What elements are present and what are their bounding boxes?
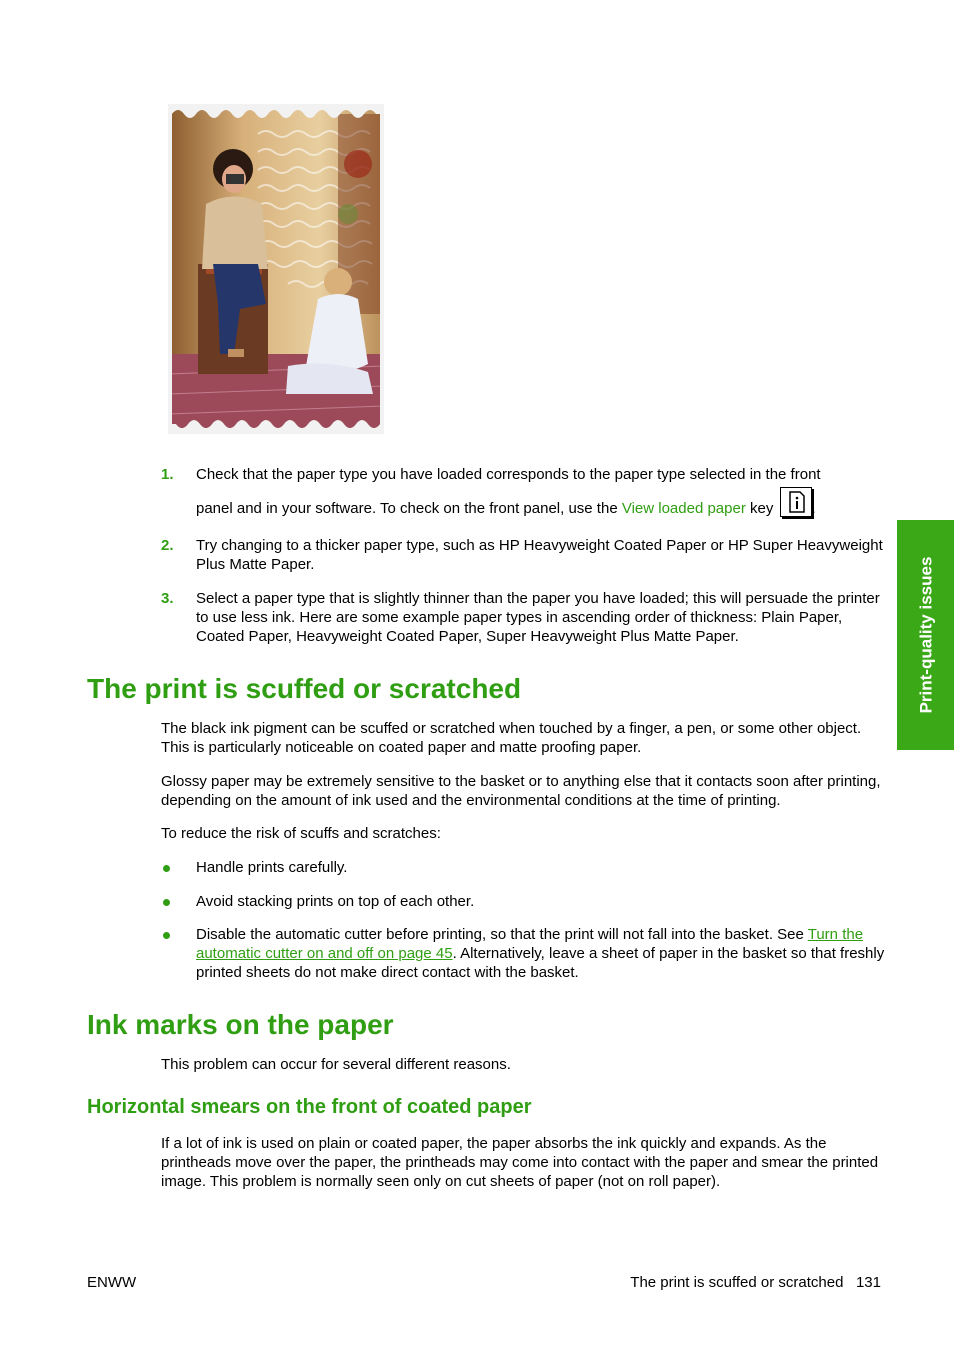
step-3-text: Select a paper type that is slightly thinner than the paper you have loaded; this will persuade the printer to use less ink. Here are some example paper types in ascending order of thickness: Plain Paper, Coated Paper, Heavyweight Coated Paper, Super Heavyweight Plus Matte Paper. xyxy=(196,590,880,645)
heading-scuffed: The print is scuffed or scratched xyxy=(87,673,522,704)
step-2-text: Try changing to a thicker paper type, such as HP Heavyweight Coated Paper or HP Super Heavyweight Plus Matte Paper. xyxy=(196,537,883,573)
heading-ink-marks: Ink marks on the paper xyxy=(87,1009,394,1040)
page-number: 131 xyxy=(855,1274,881,1291)
scuffed-paragraph-1: The black ink pigment can be scuffed or scratched when touched by a finger, a pen, or some other object. This is particularly noticeable on coated paper and matte proofing paper. xyxy=(161,720,862,756)
footer-title: The print is scuffed or scratched xyxy=(630,1274,844,1291)
side-tab-label: Print-quality issues xyxy=(916,556,935,714)
scuffed-paragraph-3: To reduce the risk of scuffs and scratches: xyxy=(161,825,441,842)
footer-right xyxy=(630,1273,881,1292)
bullet-handle-prints: Handle prints carefully. xyxy=(196,859,348,876)
bullet-disable-cutter: Disable the automatic cutter before printing, so that the print will not fall into the basket. See Turn the automatic cutter on and off on page 45. Alternatively, leave a sheet of paper in the basket so that freshly printed sheets do not make direct contact with the basket. xyxy=(196,926,885,981)
smears-paragraph: If a lot of ink is used on plain or coated paper, the paper absorbs the ink quickly and expands. As the printheads move over the paper, the printheads may come into contact with the paper and smear the printed image. This problem is normally seen only on cut sheets of paper (not on roll paper). xyxy=(161,1135,879,1190)
bullet-dot xyxy=(163,865,170,872)
bullet-avoid-stacking: Avoid stacking prints on top of each other. xyxy=(196,893,475,910)
step-2-number: 2. xyxy=(161,537,174,554)
footer-left: ENWW xyxy=(87,1274,137,1291)
step-3-number: 3. xyxy=(161,590,174,607)
ink-marks-paragraph: This problem can occur for several different reasons. xyxy=(161,1056,511,1073)
side-tab xyxy=(897,520,954,750)
step-1-line1: Check that the paper type you have loaded corresponds to the paper type selected in the front xyxy=(196,466,821,483)
heading-horizontal-smears: Horizontal smears on the front of coated paper xyxy=(87,1096,532,1118)
turn-cutter-link[interactable]: Turn the automatic cutter on and off on page 45 xyxy=(196,926,864,962)
view-loaded-paper-link[interactable]: View loaded paper xyxy=(621,500,746,517)
step-1-line2: panel and in your software. To check on the front panel, use the View loaded paper key . xyxy=(196,483,886,535)
scuffed-paragraph-2: Glossy paper may be extremely sensitive to the basket or to anything else that it contacts soon after printing, depending on the amount of ink used and the environmental conditions at the time of printing. xyxy=(161,773,881,809)
step-1-number: 1. xyxy=(161,466,174,483)
bullet-dot xyxy=(163,899,170,906)
info-key-icon xyxy=(780,487,812,517)
bullet-dot xyxy=(163,932,170,939)
cockled-print-photo xyxy=(168,104,384,434)
